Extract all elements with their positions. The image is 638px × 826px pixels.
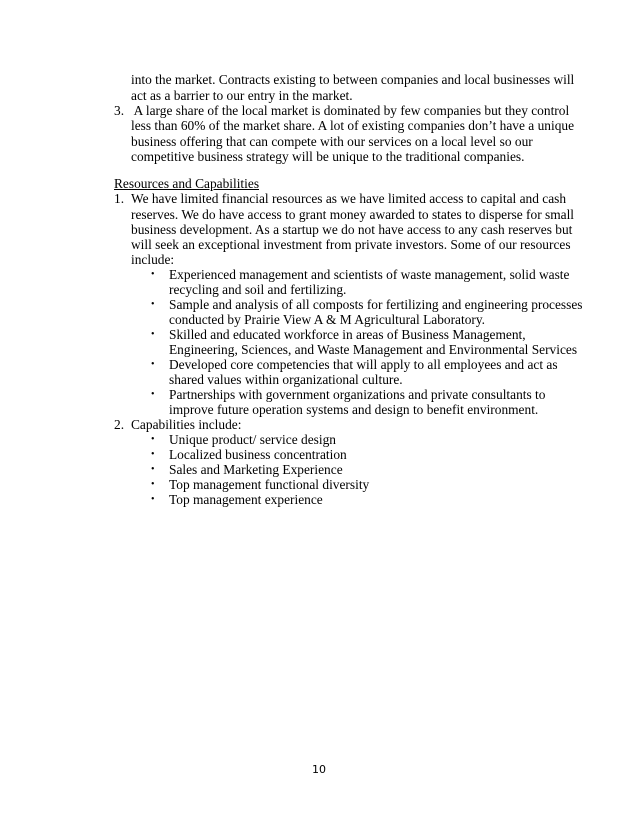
list-number: 1.	[114, 191, 125, 206]
bullet-icon: •	[151, 434, 155, 445]
page-number: 10	[312, 763, 326, 776]
bullet-icon: •	[151, 359, 155, 370]
section-heading: Resources and Capabilities	[114, 176, 260, 191]
bullet-icon: •	[151, 494, 155, 505]
list-number: 2.	[114, 417, 125, 432]
bullet-icon: •	[151, 389, 155, 400]
bullet-icon: •	[151, 449, 155, 460]
list-number: 3.	[114, 103, 125, 118]
document-page: into the market. Contracts existing to between companies and local businesses will act as a barrier to our entry in the market. 3. A large share of the local market is dominated by few companies but they control less than 60% of the market share. A lot of existing companies don’t have a unique business offering that can compete with our services on a local level so our competitive business strategy will be unique to the traditional companies. Resources and Capabilities 1. We have limited financial resources as we have limited access to capital and cash reserves. We do have access to grant money awarded to states to disperse for small business development. As a startup we do not have access to any cash reserves but will seek an exceptional investment from private investors. Some of our resources include: • Experienced management and scientists of waste management, solid waste recycling and soil and fertilizing. • Sample and analysis of all composts for fertilizing and engineering processes conducted by Prairie View A & M Agricultural Laboratory. • Skilled and educated workforce in areas of Business Management, Engineering, Sciences, and Waste Management and Environmental Services • Developed core competencies that will apply to all employees and act as shared values within organizational culture. • Partnerships with government organizations and private consultants to improve future operation systems and design to benefit environment. 2. Capabilities include: • Unique product/ service design • Localized business concentration • Sales and Marketing Experience • Top management functional diversity • Top management experience 10	[0, 0, 638, 826]
bullet-icon: •	[151, 269, 155, 280]
bullet-icon: •	[151, 299, 155, 310]
bullet-icon: •	[151, 329, 155, 340]
bullet-icon: •	[151, 479, 155, 490]
bullet-icon: •	[151, 464, 155, 475]
